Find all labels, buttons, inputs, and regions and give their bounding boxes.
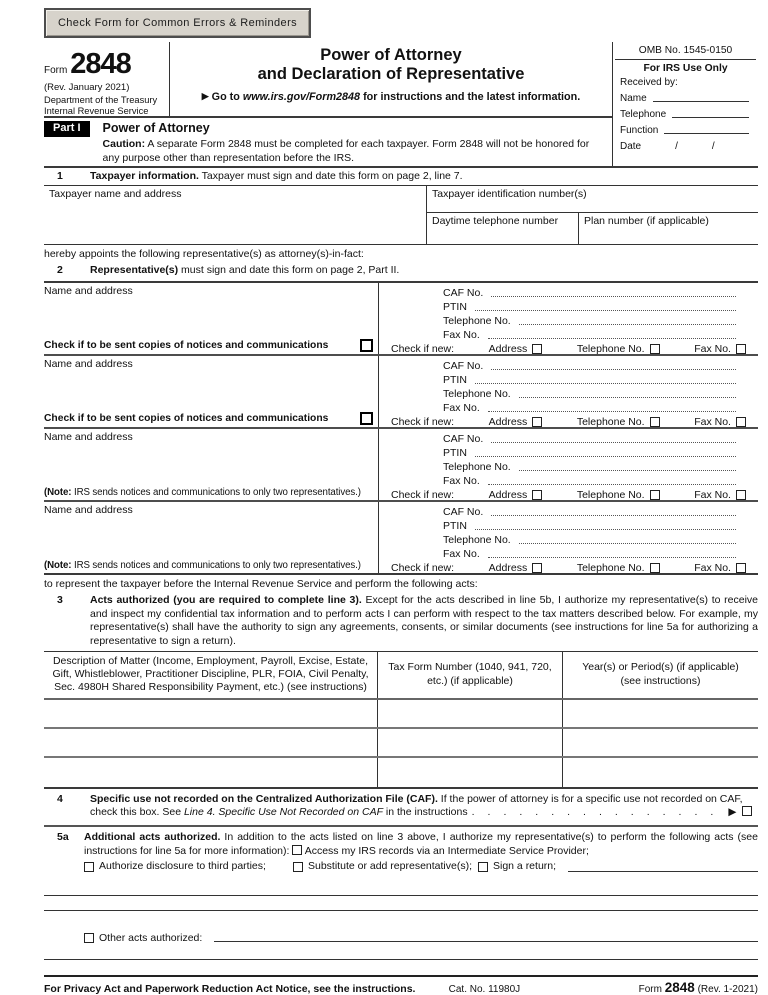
rep1-caf-field[interactable]: [491, 296, 736, 297]
irs-name-field: [653, 101, 749, 102]
rep4-fax-label: Fax No.: [443, 547, 480, 560]
rep2-fax-label: Fax No.: [443, 401, 480, 414]
rep2-new-fax-checkbox[interactable]: [736, 417, 746, 427]
additional-acts-writein-line-3[interactable]: [44, 944, 758, 960]
line4-number: 4: [57, 792, 63, 805]
other-acts-checkbox[interactable]: [84, 933, 94, 943]
acts-table-row: [44, 700, 758, 729]
authorize-disclosure-checkbox[interactable]: [84, 862, 94, 872]
other-acts-label: Other acts authorized:: [99, 932, 203, 945]
additional-acts-writein-line-1[interactable]: [44, 883, 758, 896]
years-cell[interactable]: [563, 700, 758, 727]
dot-leader: ................: [471, 806, 727, 819]
rep4-ptin-label: PTIN: [443, 519, 467, 532]
rep2-check-if-new-label: Check if new:: [391, 416, 455, 429]
substitute-representative-label: Substitute or add representative(s);: [308, 860, 473, 873]
line1-number: 1: [57, 169, 63, 182]
goto-line: ▶ Go to www.irs.gov/Form2848 for instructions and the latest information.: [201, 91, 581, 104]
rep1-new-phone-checkbox[interactable]: [650, 344, 660, 354]
rep4-new-address-checkbox[interactable]: [532, 563, 542, 573]
authorize-disclosure-label: Authorize disclosure to third parties;: [99, 860, 266, 873]
line2-number: 2: [57, 264, 63, 277]
rep1-phone-field[interactable]: [519, 324, 736, 325]
rep4-note: (Note: IRS sends notices and communications to only two representatives.): [44, 559, 361, 571]
rep2-caf-label: CAF No.: [443, 359, 484, 372]
goto-url: www.irs.gov/Form2848: [242, 91, 361, 104]
acts-table-row: [44, 729, 758, 758]
acts-authorized-table: [44, 651, 758, 789]
plan-number-field[interactable]: [579, 213, 758, 244]
access-irs-records-checkbox[interactable]: [292, 845, 302, 855]
description-cell[interactable]: [44, 700, 378, 727]
sign-return-label: Sign a return;: [493, 860, 557, 873]
form-header: [44, 42, 758, 166]
part1-title: Power of Attorney: [102, 121, 210, 136]
irs-date-label: Date: [620, 141, 642, 152]
right-arrow-icon: ▶: [728, 806, 737, 819]
rep3-name-address-field[interactable]: [44, 429, 378, 500]
rep2-fax-field[interactable]: [488, 411, 736, 412]
irs-use-only-box: OMB No. 1545-0150 For IRS Use Only Received by: Name Telephone Function Date / /: [612, 42, 758, 166]
rep1-new-fax-checkbox[interactable]: [736, 344, 746, 354]
line5a-additional-acts: 5a Additional acts authorized. In addition to the acts listed on line 3 above, I authorize my representative(s) to perform the following acts (see instructions for line 5a for more information): Access my IRS records via an Intermediate Service Provider; Authorize disclosure to third parties; Substitute or add representative(s); Sign a return;: [44, 827, 758, 874]
rep3-phone-field[interactable]: [519, 470, 736, 471]
rep3-check-if-new-label: Check if new:: [391, 489, 455, 502]
representative-block-2: Name and address Check if to be sent copies of notices and communications CAF No. PTIN Telephone No. Fax No. Check if new: Address Telephone No. Fax No.: [44, 356, 758, 429]
form-number: 2848: [70, 48, 131, 80]
line3-number: 3: [57, 593, 63, 606]
rep1-ptin-label: PTIN: [443, 300, 467, 313]
rep1-ptin-field[interactable]: [475, 310, 736, 311]
omb-number: OMB No. 1545-0150: [615, 42, 756, 60]
irs-use-only-title: For IRS Use Only: [643, 63, 728, 74]
catalog-number: Cat. No. 11980J: [448, 984, 521, 995]
rep4-new-phone-checkbox[interactable]: [650, 563, 660, 573]
form-title-line2: and Declaration of Representative: [257, 65, 525, 84]
rep3-note: (Note: IRS sends notices and communications to only two representatives.): [44, 486, 361, 498]
rep2-phone-label: Telephone No.: [443, 387, 511, 400]
form-word: Form: [44, 65, 68, 76]
rep4-check-if-new-label: Check if new:: [391, 562, 455, 575]
rep1-copies-checkbox[interactable]: [360, 339, 373, 352]
rep1-fax-label: Fax No.: [443, 328, 480, 341]
rep3-phone-label: Telephone No.: [443, 460, 511, 473]
rep2-name-address-label: Name and address: [44, 357, 133, 370]
rep3-ptin-label: PTIN: [443, 446, 467, 459]
representative-block-3: Name and address (Note: IRS sends notices and communications to only two representatives.) CAF No. PTIN Telephone No. Fax No. Check if new: Address Telephone No. Fax No.: [44, 429, 758, 502]
rep4-new-fax-checkbox[interactable]: [736, 563, 746, 573]
rep3-ptin-field[interactable]: [475, 456, 736, 457]
rep3-caf-field[interactable]: [491, 442, 736, 443]
rep2-phone-field[interactable]: [519, 397, 736, 398]
col-description-header: Description of Matter (Income, Employment, Payroll, Excise, Estate, Gift, Whistleblower, Practitioner Discipline, PLR, FOIA, Civil Penalty, Sec. 4980H Shared Responsibility Payment, etc.) (see instructions): [44, 652, 378, 698]
daytime-phone-field[interactable]: [427, 213, 579, 244]
rep1-name-address-field[interactable]: [44, 283, 378, 354]
other-acts-row: [44, 932, 758, 944]
description-cell[interactable]: [44, 758, 378, 787]
represent-taxpayer-line: to represent the taxpayer before the Internal Revenue Service and perform the following acts:: [44, 577, 478, 590]
rep2-name-address-field[interactable]: [44, 356, 378, 427]
description-cell[interactable]: [44, 729, 378, 756]
rep3-fax-label: Fax No.: [443, 474, 480, 487]
rep3-fax-field[interactable]: [488, 484, 736, 485]
rep2-copies-label: Check if to be sent copies of notices and communications: [44, 412, 329, 424]
rep4-caf-label: CAF No.: [443, 505, 484, 518]
line2-representatives: 2 Representative(s) must sign and date this form on page 2, Part II.: [44, 262, 758, 281]
irs-function-field: [664, 133, 749, 134]
taxpayer-id-field[interactable]: [427, 186, 758, 213]
rep3-new-phone-checkbox[interactable]: [650, 490, 660, 500]
rep3-new-fax-checkbox[interactable]: [736, 490, 746, 500]
col-tax-form-header: Tax Form Number (1040, 941, 720, etc.) (if applicable): [378, 652, 563, 698]
rep1-copies-label: Check if to be sent copies of notices and communications: [44, 339, 329, 351]
rep2-copies-checkbox[interactable]: [360, 412, 373, 425]
form-title-line1: Power of Attorney: [320, 46, 462, 64]
revision-line: (Rev. January 2021): [44, 82, 130, 93]
acts-table-row: [44, 758, 758, 787]
tax-form-cell[interactable]: [378, 758, 563, 787]
substitute-representative-checkbox[interactable]: [293, 862, 303, 872]
irs-telephone-field: [672, 117, 749, 118]
other-acts-writein-line[interactable]: [214, 941, 758, 942]
rep1-fax-field[interactable]: [488, 338, 736, 339]
caution-text: Caution: A separate Form 2848 must be completed for each taxpayer. Form 2848 will not be honored for any purpose other than representation before the IRS.: [102, 138, 590, 165]
years-cell[interactable]: [563, 729, 758, 756]
representative-block-4: Name and address (Note: IRS sends notices and communications to only two representatives.) CAF No. PTIN Telephone No. Fax No. Check if new: Address Telephone No. Fax No.: [44, 502, 758, 575]
rep1-caf-label: CAF No.: [443, 286, 484, 299]
rep2-ptin-field[interactable]: [475, 383, 736, 384]
sign-return-writein-line[interactable]: [568, 871, 758, 872]
form-footer: [44, 975, 758, 995]
rep1-name-address-label: Name and address: [44, 284, 133, 297]
tax-form-cell[interactable]: [378, 729, 563, 756]
irs-telephone-label: Telephone: [620, 109, 667, 120]
right-arrow-icon: ▶: [201, 91, 209, 102]
rep4-ptin-field[interactable]: [475, 529, 736, 530]
rep3-new-address-checkbox[interactable]: [532, 490, 542, 500]
title-block: [170, 42, 612, 116]
rep4-phone-field[interactable]: [519, 543, 736, 544]
plan-number-label: Plan number (if applicable): [584, 215, 709, 228]
daytime-phone-label: Daytime telephone number: [432, 215, 559, 228]
taxpayer-name-address-field[interactable]: [44, 186, 426, 244]
part1-header: [44, 118, 612, 165]
taxpayer-id-label: Taxpayer identification number(s): [432, 188, 587, 201]
taxpayer-name-address-label: Taxpayer name and address: [49, 188, 182, 201]
rep1-check-if-new-label: Check if new:: [391, 343, 455, 356]
rep1-phone-label: Telephone No.: [443, 314, 511, 327]
irs-function-label: Function: [620, 125, 659, 136]
rep4-name-address-label: Name and address: [44, 503, 133, 516]
years-cell[interactable]: [563, 758, 758, 787]
line4-specific-use: 4 Specific use not recorded on the Centralized Authorization File (CAF). If the power of attorney is for a specific use not recorded on CAF, check this box. See Line 4. Specific Use Not Recorded on CAF in the instructions ................ ▶: [44, 789, 758, 827]
rep3-caf-label: CAF No.: [443, 432, 484, 445]
check-form-button[interactable]: Check Form for Common Errors & Reminders: [44, 8, 311, 38]
rep4-phone-label: Telephone No.: [443, 533, 511, 546]
additional-acts-writein-line-2[interactable]: [44, 896, 758, 911]
specific-use-checkbox[interactable]: [742, 806, 752, 816]
dept-line2: Internal Revenue Service: [44, 105, 149, 116]
taxpayer-info-table: [44, 185, 758, 245]
form-id-block: [44, 42, 170, 116]
rep2-new-phone-checkbox[interactable]: [650, 417, 660, 427]
footer-form-id: Form 2848 (Rev. 1-2021): [638, 980, 758, 995]
tax-form-cell[interactable]: [378, 700, 563, 727]
line3-acts-authorized: 3 Acts authorized (you are required to complete line 3). Except for the acts described in line 5b, I authorize my representative(s) to receive and inspect my confidential tax information and to perform acts I can perform with respect to the tax matters described below. For example, my representative(s) shall have the authority to sign any agreements, consents, or similar documents (see instructions for line 5a for authorizing a representative to sign a return).: [44, 594, 758, 649]
representatives-section: [44, 281, 758, 575]
line1-taxpayer-information: 1 Taxpayer information. Taxpayer must sign and date this form on page 2, line 7.: [44, 166, 758, 186]
rep4-name-address-field[interactable]: [44, 502, 378, 573]
rep4-caf-field[interactable]: [491, 515, 736, 516]
received-by-label: Received by:: [620, 77, 678, 88]
representative-block-1: Name and address Check if to be sent copies of notices and communications CAF No. PTIN Telephone No. Fax No. Check if new: Address Telephone No. Fax No.: [44, 283, 758, 356]
rep2-new-address-checkbox[interactable]: [532, 417, 542, 427]
rep3-name-address-label: Name and address: [44, 430, 133, 443]
sign-return-checkbox[interactable]: [478, 862, 488, 872]
rep2-caf-field[interactable]: [491, 369, 736, 370]
rep2-ptin-label: PTIN: [443, 373, 467, 386]
privacy-act-notice: For Privacy Act and Paperwork Reduction Act Notice, see the instructions.: [44, 983, 416, 995]
rep4-fax-field[interactable]: [488, 557, 736, 558]
dept-line1: Department of the Treasury: [44, 95, 158, 105]
irs-name-label: Name: [620, 93, 647, 104]
rep1-new-address-checkbox[interactable]: [532, 344, 542, 354]
col-years-header: Year(s) or Period(s) (if applicable) (see instructions): [582, 661, 739, 687]
hereby-appoints-line: hereby appoints the following representative(s) as attorney(s)-in-fact:: [44, 248, 364, 261]
line5a-number: 5a: [57, 831, 69, 844]
part1-badge: Part I: [44, 121, 90, 137]
